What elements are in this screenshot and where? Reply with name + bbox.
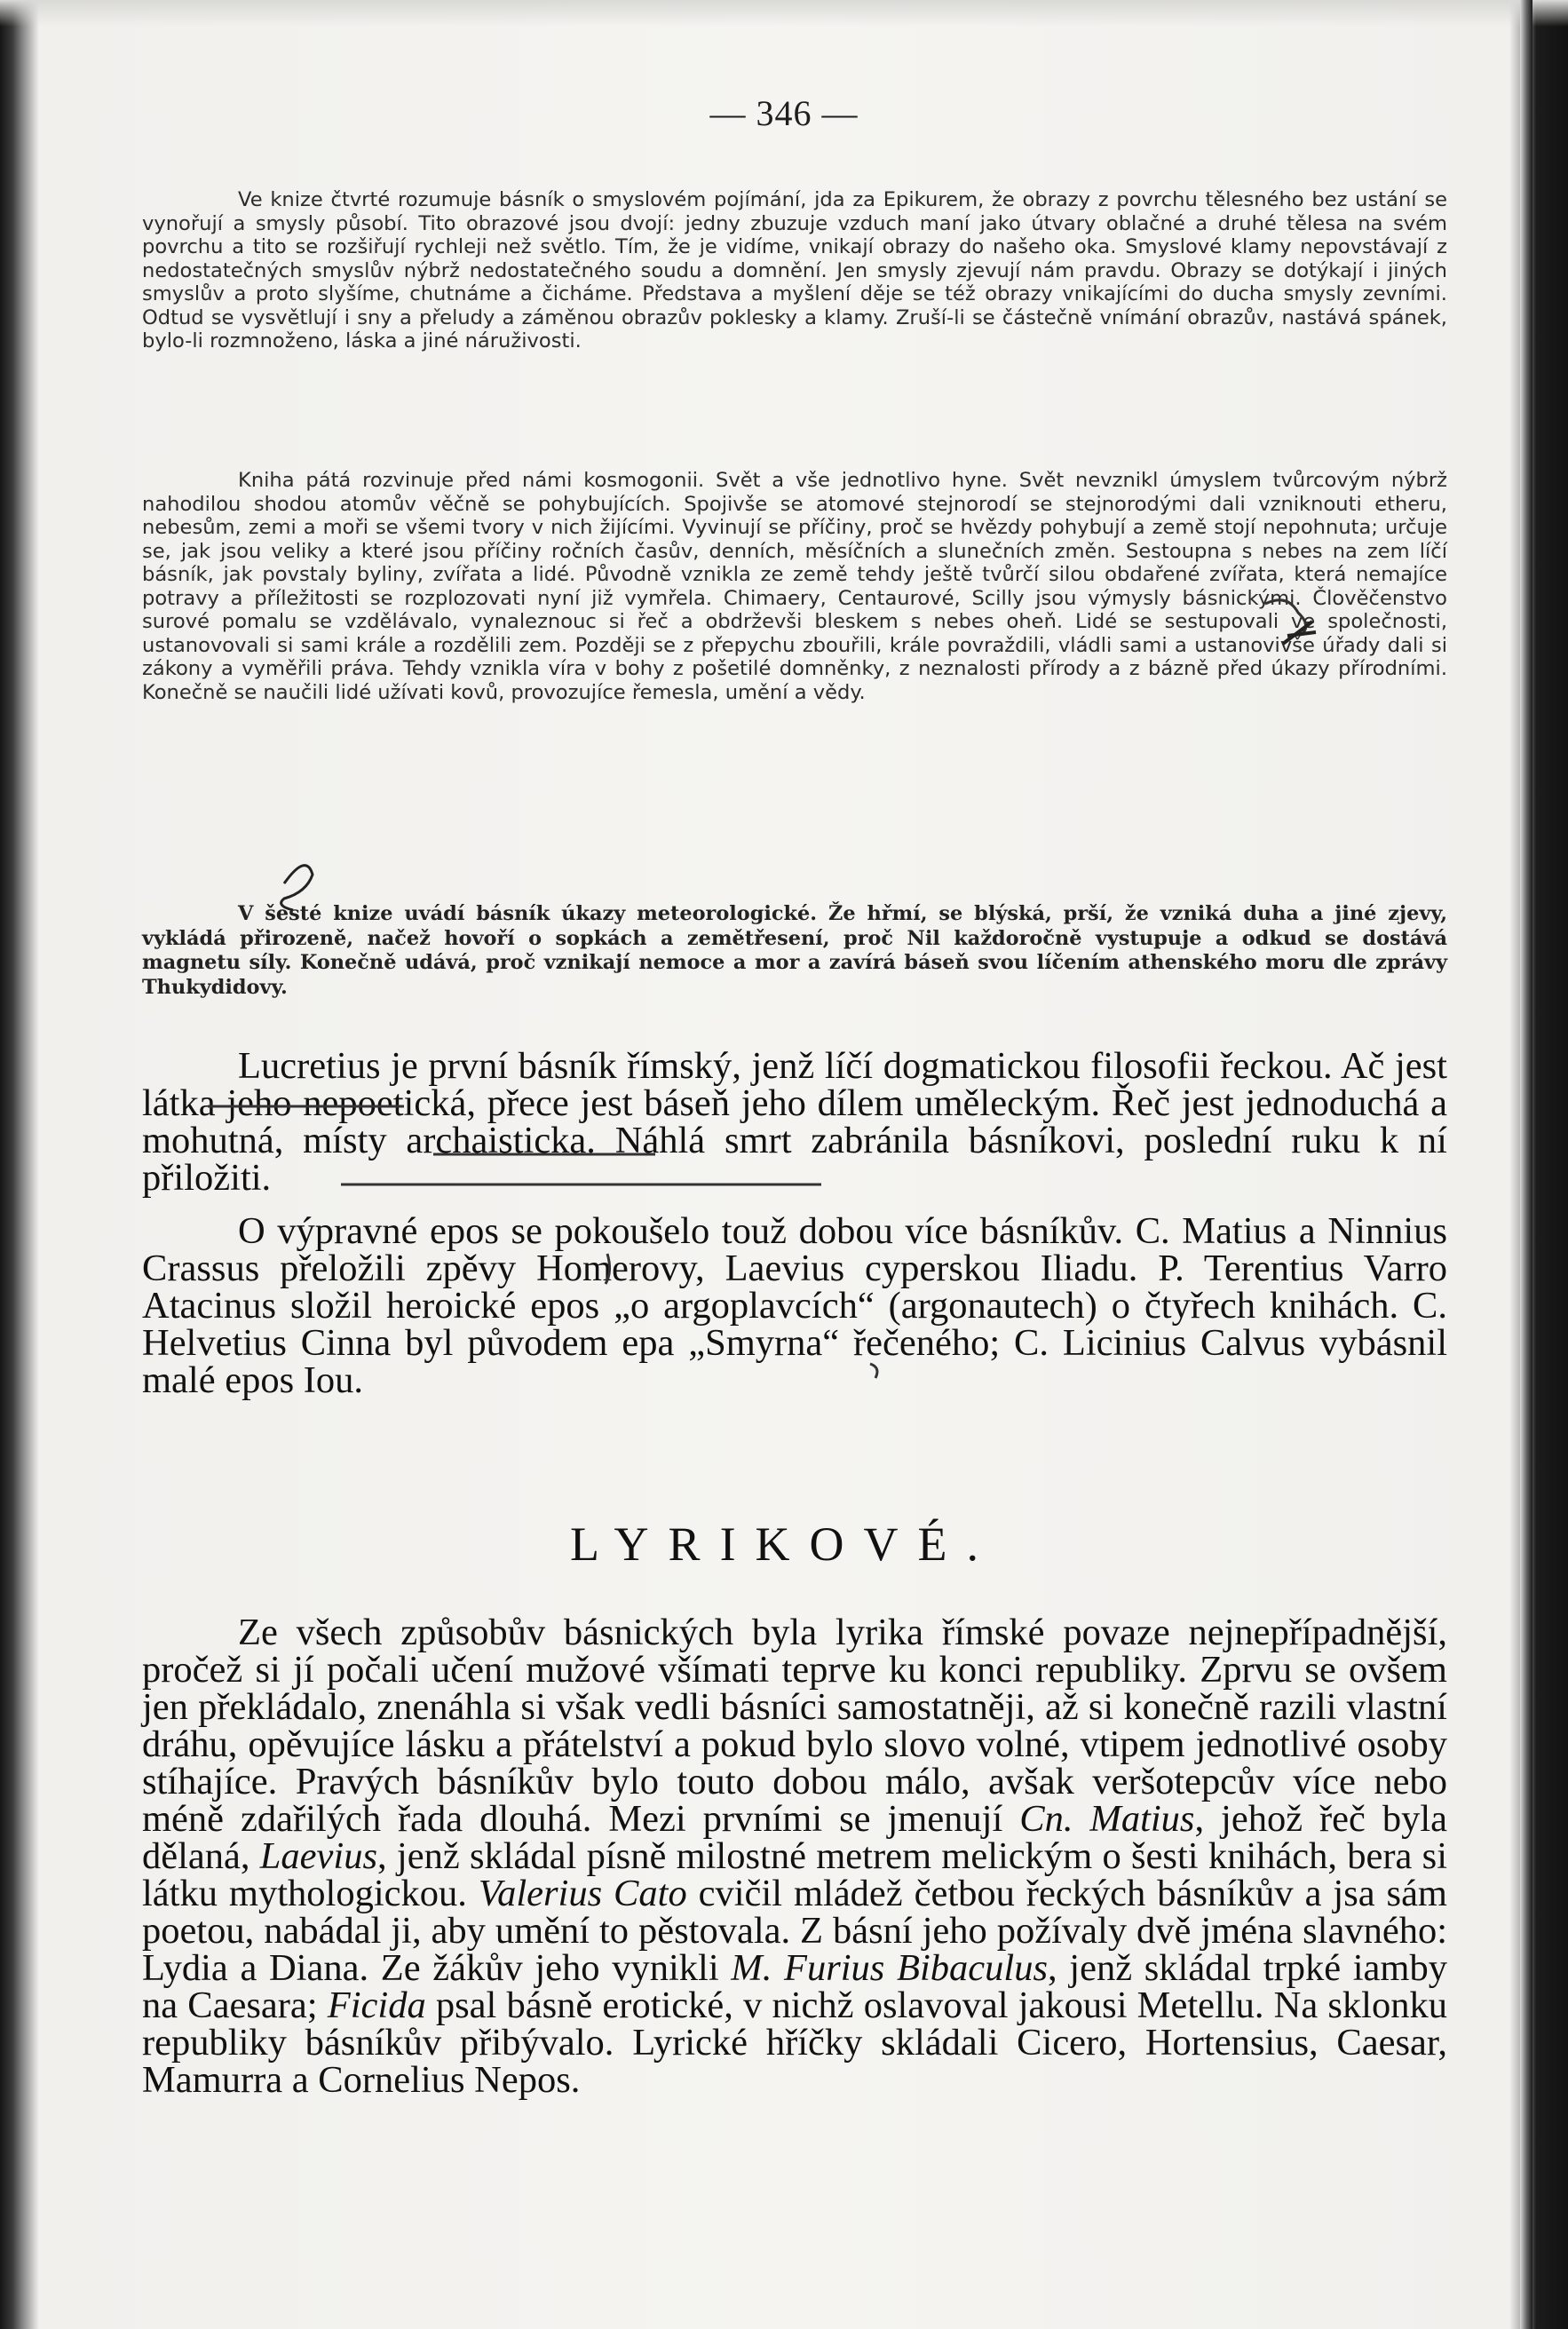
page-number: — 346 — <box>709 93 859 133</box>
paragraph-text: O výpravné epos se pokoušelo touž dobou více básníkův. C. Matius a Ninnius Crassus přeložili zpěvy Homerovy, Laevius cyperskou Iliadu. P. Terentius Varro Atacinus složil heroické epos „o argoplavcích“ (argonautech) o čtyřech knihách. C. Helvetius Cinna byl původem epa „Smyrna“ řečeného; C. Licinius Calvus vybásnil malé epos Iou. <box>142 1210 1447 1401</box>
text-run: cvičil mládež četbou řeckých básníkův a jsa sám poetou, nabádal ji, aby umění to pěstovala. Z básní jeho požívaly dvě jména slavného: Lydia a Diana. Ze žákův jeho vynikli <box>142 1873 1447 1989</box>
text-run: , jenž skládal trpké iamby na Caesara; <box>142 1947 1447 2026</box>
paragraph-lyric-poets <box>142 1614 1447 2099</box>
paragraph-book-four <box>142 188 1447 353</box>
paragraph-text: V šesté knize uvádí básník úkazy meteorologické. Že hřmí, se blýská, prší, že vzniká duha a jiné zjevy, vykládá přirozeně, načež hovoří o sopkách a zemětřesení, proč Nil každoročně vystupuje a odkud se dostává magnetu síly. Konečně udává, proč vznikají nemoce a mor a zavírá báseň svou líčením athenského moru dle zprávy Thukydidovy. <box>142 902 1447 999</box>
text-run: , jehož řeč byla dělaná, <box>142 1798 1448 1877</box>
paragraph-text: Ve knize čtvrté rozumuje básník o smyslovém pojímání, jda za Epikurem, že obrazy z povrchu tělesného bez ustání se vynořují a smysly působí. Tito obrazové jsou dvojí: jedny zbuzuje vzduch maní jako útvary oblačné a druhé tělesa na svém povrchu a tito se rozšiřují rychleji než světlo. Tím, že je vidíme, vnikají obrazy do našeho oka. Smyslové klamy nepovstávají z nedostatečných smyslův nýbrž nedostatečného soudu a domnění. Jen smysly zjevují nám pravdu. Obrazy se dotýkají i jiných smyslův a proto slyšíme, chutnáme a čicháme. Představa a myšlení děje se též obrazy vnikajícími do ducha smysly zevními. Odtud se vysvětlují i sny a přeludy a záměnou obrazův poklesky a klamy. Zruší-li se částečně vnímání obrazův, nastává spánek, bylo-li rozmnoženo, láska a jiné náruživosti. <box>142 188 1447 353</box>
page-top-shadow <box>0 0 1568 27</box>
paragraph-book-six <box>142 902 1447 1000</box>
paragraph-book-five <box>142 469 1447 704</box>
paragraph-text: Lucretius je první básník římský, jenž líčí dogmatickou filosofii řeckou. Ač jest látka jeho nepoetická, přece jest báseň jeho dílem uměleckým. Řeč jest jednoduchá a mohutná, místy archaisticka. Náhlá smrt zabránila básníkovi, poslední ruku k ní přiložiti. <box>142 1045 1447 1199</box>
poet-name: Laevius <box>259 1835 378 1877</box>
text-run: psal básně erotické, v nichž oslavoval jakousi Metellu. Na sklonku republiky básníkův přibývalo. Lyrické hříčky skládali Cicero, Hortensius, Caesar, Mamurra a Cornelius Nepos. <box>142 1984 1447 2101</box>
poet-name: Ficida <box>327 1984 426 2026</box>
page-edge <box>1520 0 1532 2329</box>
text-run: Ze všech způsobův básnických byla lyrika římské povaze nejnepřípadnější, pročež si jí počali učení mužové všímati teprve ku konci republiky. Zprvu se ovšem jen překládalo, znenáhla si však vedli básníci samostatněji, až si konečně razili vlastní dráhu, opěvujíce lásku a přátelství a pokud bylo slovo volné, vtipem jednotlivé osoby stíhajíce. Pravých básníkův bylo touto dobou málo, avšak veršotepcův více nebo méně zdařilých řada dlouhá. Mezi prvními se jmenují <box>142 1612 1447 1840</box>
poet-name: M. Furius Bibaculus <box>731 1947 1048 1989</box>
paragraph-text <box>142 1614 1447 2099</box>
paragraph-text: Kniha pátá rozvinuje před námi kosmogonii. Svět a vše jednotlivo hyne. Svět nevznikl úmyslem tvůrcovým nýbrž nahodilou shodou atomův věčně se pohybujících. Spojivše se atomové stejnorodí se stejnorodými dali vzniknouti etheru, nebesům, zemi a moři se všemi tvory v nich žijícími. Vyvinují se příčiny, proč se hvězdy pohybují a země stojí nepohnuta; určuje se, jak jsou veliky a které jsou příčiny ročních časův, denních, měsíčních a slunečních změn. Sestoupna s nebes na zem líčí básník, jak povstaly byliny, zvířata a lidé. Původně vznikla ze země tehdy ještě tvůrčí silou obdařené zvířata, která nemajíce potravy a příležitosti se rozplozovati nyní již vymřela. Chimaery, Centaurové, Scilly jsou výmysly básnickými. Člověčenstvo surové pomalu se vzdělávalo, vynaleznouc si řeč a obdrževši bleskem s nebes oheň. Lidé se sestupovali ve společnosti, ustanovovali si sami krále a rozdělili zem. Později se z přepychu zbouřili, krále povraždili, vládli sami a ustanovivše úřady dali si zákony a vyměřili práva. Tehdy vznikla víra v bohy z pošetilé domněnky, z neznalosti přírody a z bázně před úkazy přírodními. Konečně se naučili lidé užívati kovů, provozujíce řemesla, umění a vědy. <box>142 469 1447 704</box>
paragraph-epic-poets <box>142 1210 1447 1401</box>
text-run: , jenž skládal písně milostné metrem melickým o šesti knihách, bera si látku mythologickou. <box>142 1835 1448 1914</box>
poet-name: Cn. Matius <box>1019 1798 1195 1840</box>
section-heading: LYRIKOVÉ. <box>569 1517 999 1571</box>
paragraph-lucretius-summary <box>142 1045 1447 1199</box>
poet-name: Valerius Cato <box>478 1873 687 1914</box>
